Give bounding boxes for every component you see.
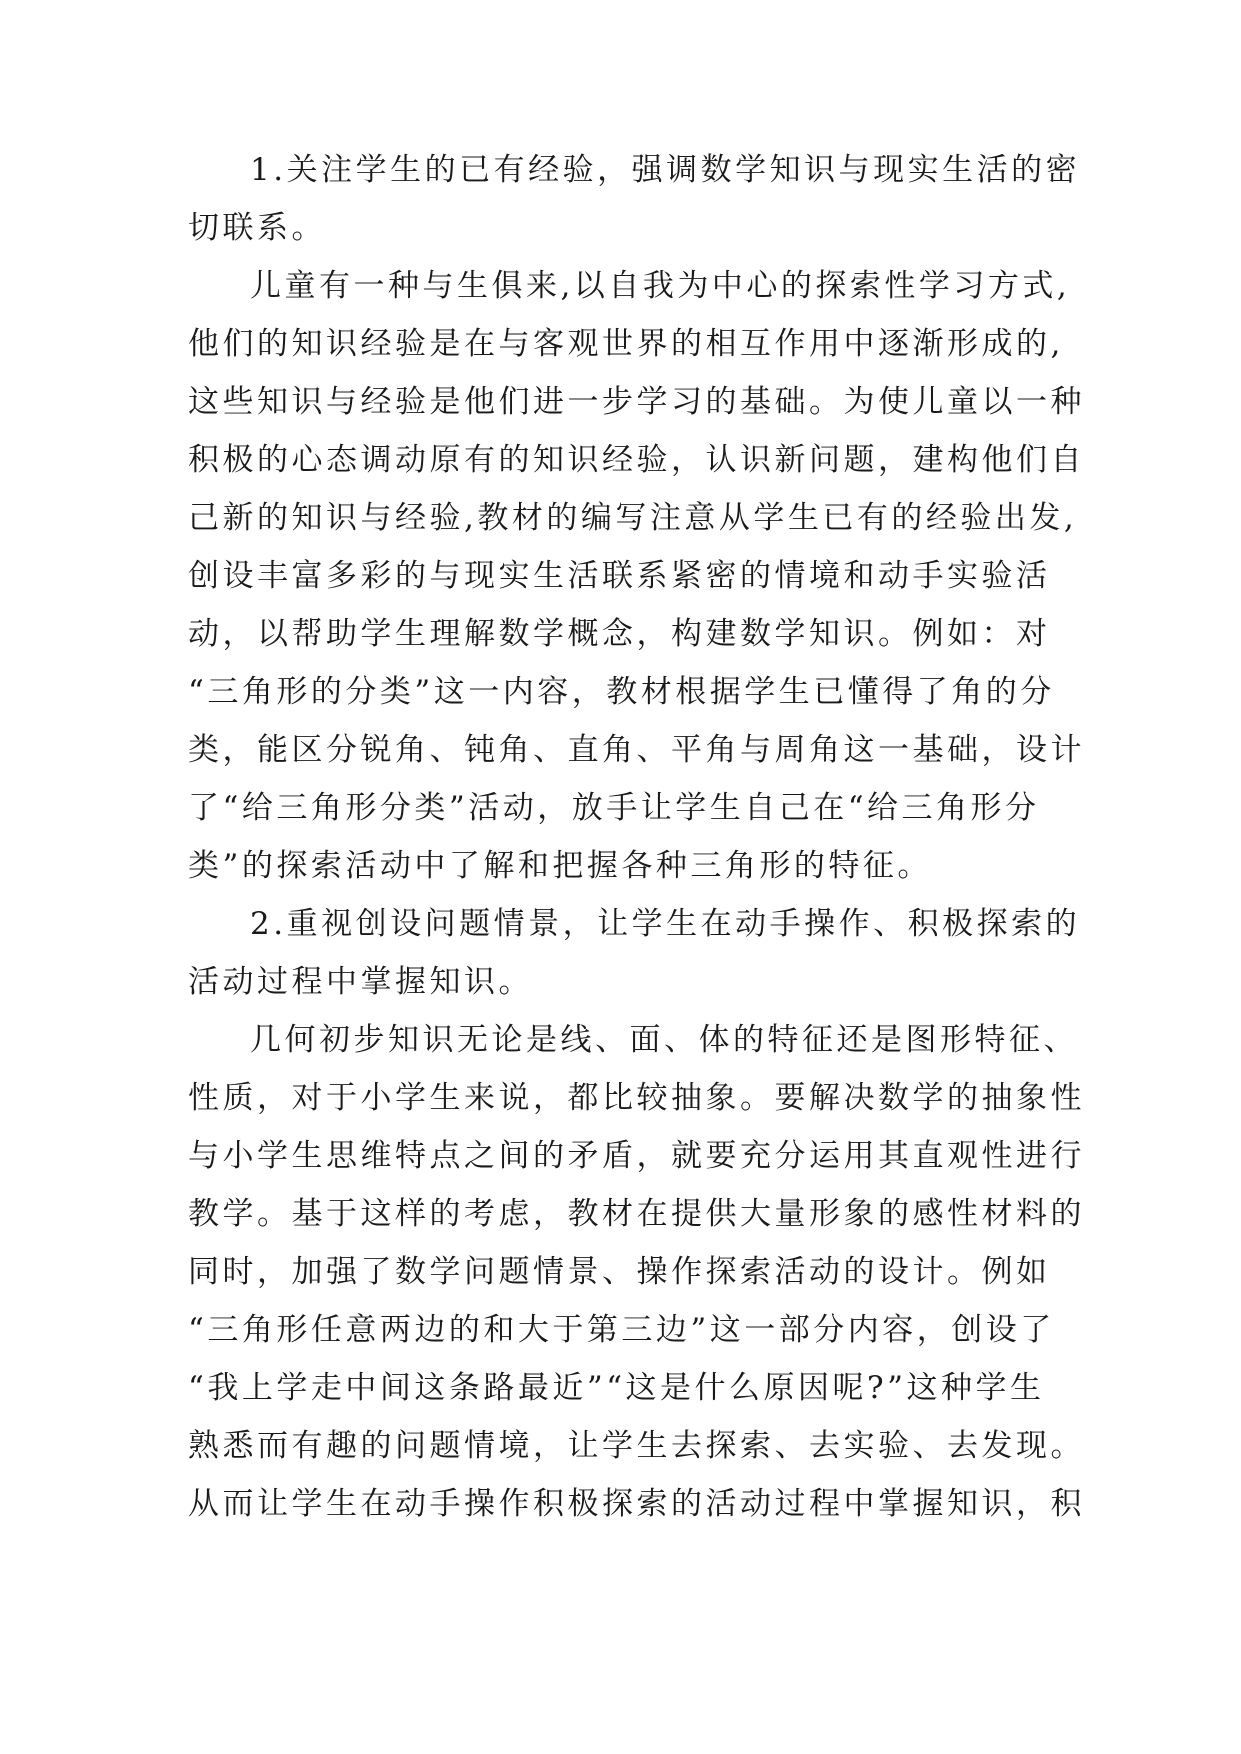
text-line: “三角形的分类”这一内容，教材根据学生已懂得了角的分 xyxy=(188,674,1055,710)
text-line: 2.重视创设问题情景，让学生在动手操作、积极探索的 xyxy=(250,906,1081,942)
text-line: 同时，加强了数学问题情景、操作探索活动的设计。例如 xyxy=(188,1254,1051,1290)
text-line: 教学。基于这样的考虑，教材在提供大量形象的感性材料的 xyxy=(188,1196,1085,1232)
text-line: “我上学走中间这条路最近”“这是什么原因呢?”这种学生 xyxy=(188,1370,1045,1406)
text-line: 1.关注学生的已有经验，强调数学知识与现实生活的密 xyxy=(250,152,1081,188)
text-line: 与小学生思维特点之间的矛盾，就要充分运用其直观性进行 xyxy=(188,1138,1085,1174)
text-line: 己新的知识与经验,教材的编写注意从学生已有的经验出发, xyxy=(188,500,1078,536)
text-line: 了“给三角形分类”活动，放手让学生自己在“给三角形分 xyxy=(188,790,1040,826)
text-line: 几何初步知识无论是线、面、体的特征还是图形特征、 xyxy=(250,1022,1078,1058)
text-line: “三角形任意两边的和大于第三边”这一部分内容，创设了 xyxy=(188,1312,1055,1348)
text-line: 熟悉而有趣的问题情境，让学生去探索、去实验、去发现。 xyxy=(188,1428,1085,1464)
text-line: 从而让学生在动手操作积极探索的活动过程中掌握知识，积 xyxy=(188,1486,1085,1522)
text-line: 切联系。 xyxy=(188,210,326,246)
text-line: 他们的知识经验是在与客观世界的相互作用中逐渐形成的, xyxy=(188,326,1064,362)
text-line: 活动过程中掌握知识。 xyxy=(188,964,533,1000)
text-line: 类，能区分锐角、钝角、直角、平角与周角这一基础，设计 xyxy=(188,732,1085,768)
text-line: 创设丰富多彩的与现实生活联系紧密的情境和动手实验活 xyxy=(188,558,1051,594)
text-line: 积极的心态调动原有的知识经验，认识新问题，建构他们自 xyxy=(188,442,1085,478)
text-line: 类”的探索活动中了解和把握各种三角形的特征。 xyxy=(188,848,932,884)
text-line: 动，以帮助学生理解数学概念，构建数学知识。例如：对 xyxy=(188,616,1051,652)
text-line: 儿童有一种与生俱来,以自我为中心的探索性学习方式, xyxy=(250,268,1071,304)
text-line: 这些知识与经验是他们进一步学习的基础。为使儿童以一种 xyxy=(188,384,1085,420)
text-line: 性质，对于小学生来说，都比较抽象。要解决数学的抽象性 xyxy=(188,1080,1085,1116)
